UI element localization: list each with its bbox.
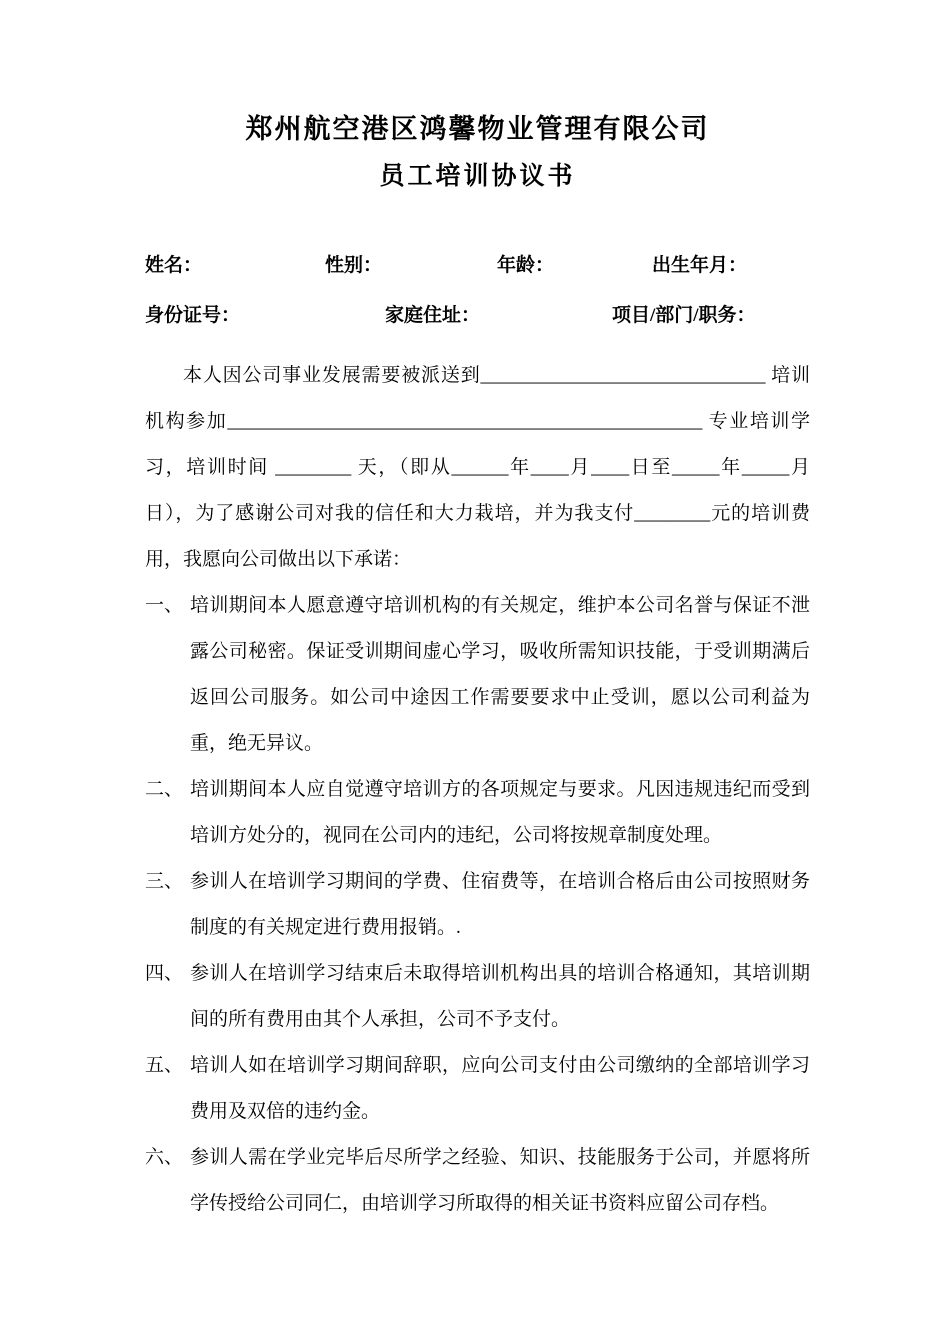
- clause-item-2: [145, 767, 810, 859]
- form-row-personal: [145, 256, 810, 275]
- clause-number: 六、: [145, 1146, 184, 1168]
- clause-item-3: [145, 859, 810, 951]
- clause-text: 培训人如在培训学习期间辞职，应向公司支付由公司缴纳的全部培训学习费用及双倍的违约金。: [190, 1054, 810, 1122]
- clause-item-5: [145, 1043, 810, 1135]
- clause-number: 四、: [145, 962, 184, 984]
- clause-number: 一、: [145, 594, 184, 616]
- form-row-identity: [145, 306, 810, 325]
- clause-item-1: [145, 583, 810, 767]
- clause-number: 五、: [145, 1054, 184, 1076]
- clause-text: 培训期间本人愿意遵守培训机构的有关规定，维护本公司名誉与保证不泄露公司秘密。保证受训期间虚心学习，吸收所需知识技能，于受训期满后返回公司服务。如公司中途因工作需要要求中止受训，愿以公司利益为重，绝无异议。: [190, 594, 810, 754]
- age-label: 年龄：: [497, 254, 555, 276]
- clause-number: 三、: [145, 870, 184, 892]
- name-label: 姓名：: [145, 254, 203, 276]
- clause-number: 二、: [145, 778, 184, 800]
- document-subtitle: 员工培训协议书: [379, 163, 576, 191]
- clause-text: 培训期间本人应自觉遵守培训方的各项规定与要求。凡因违规违纪而受到培训方处分的，视同在公司内的违纪，公司将按规章制度处理。: [190, 778, 810, 846]
- clause-text: 参训人在培训学习结束后未取得培训机构出具的培训合格通知，其培训期间的所有费用由其个人承担，公司不予支付。: [190, 962, 810, 1030]
- document-title: 郑州航空港区鸿馨物业管理有限公司: [245, 114, 710, 144]
- birthdate-label: 出生年月：: [652, 254, 748, 276]
- clause-text: 参训人在培训学习期间的学费、住宿费等，在培训合格后由公司按照财务制度的有关规定进行费用报销。.: [190, 870, 810, 938]
- intro-paragraph: 本人因公司事业发展需要被派送到______________________________ 培训机构参加__________________________________________________ 专业培训学习，培训时间 ________ 天，（即从______年____月____日至_____年_____月日），为了感谢公司对我的信任和大力栽培，并为我支付________元的培训费用，我愿向公司做出以下承诺：: [145, 364, 810, 570]
- clause-item-4: [145, 951, 810, 1043]
- project-department-position-label: 项目/部门/职务：: [612, 304, 756, 326]
- clause-item-6: [145, 1135, 810, 1227]
- gender-label: 性别：: [325, 254, 383, 276]
- id-number-label: 身份证号：: [145, 304, 241, 326]
- clause-text: 参训人需在学业完毕后尽所学之经验、知识、技能服务于公司，并愿将所学传授给公司同仁，由培训学习所取得的相关证书资料应留公司存档。: [190, 1146, 810, 1214]
- form-header-block: [145, 256, 810, 325]
- home-address-label: 家庭住址：: [385, 304, 481, 326]
- clause-list: [145, 583, 810, 1227]
